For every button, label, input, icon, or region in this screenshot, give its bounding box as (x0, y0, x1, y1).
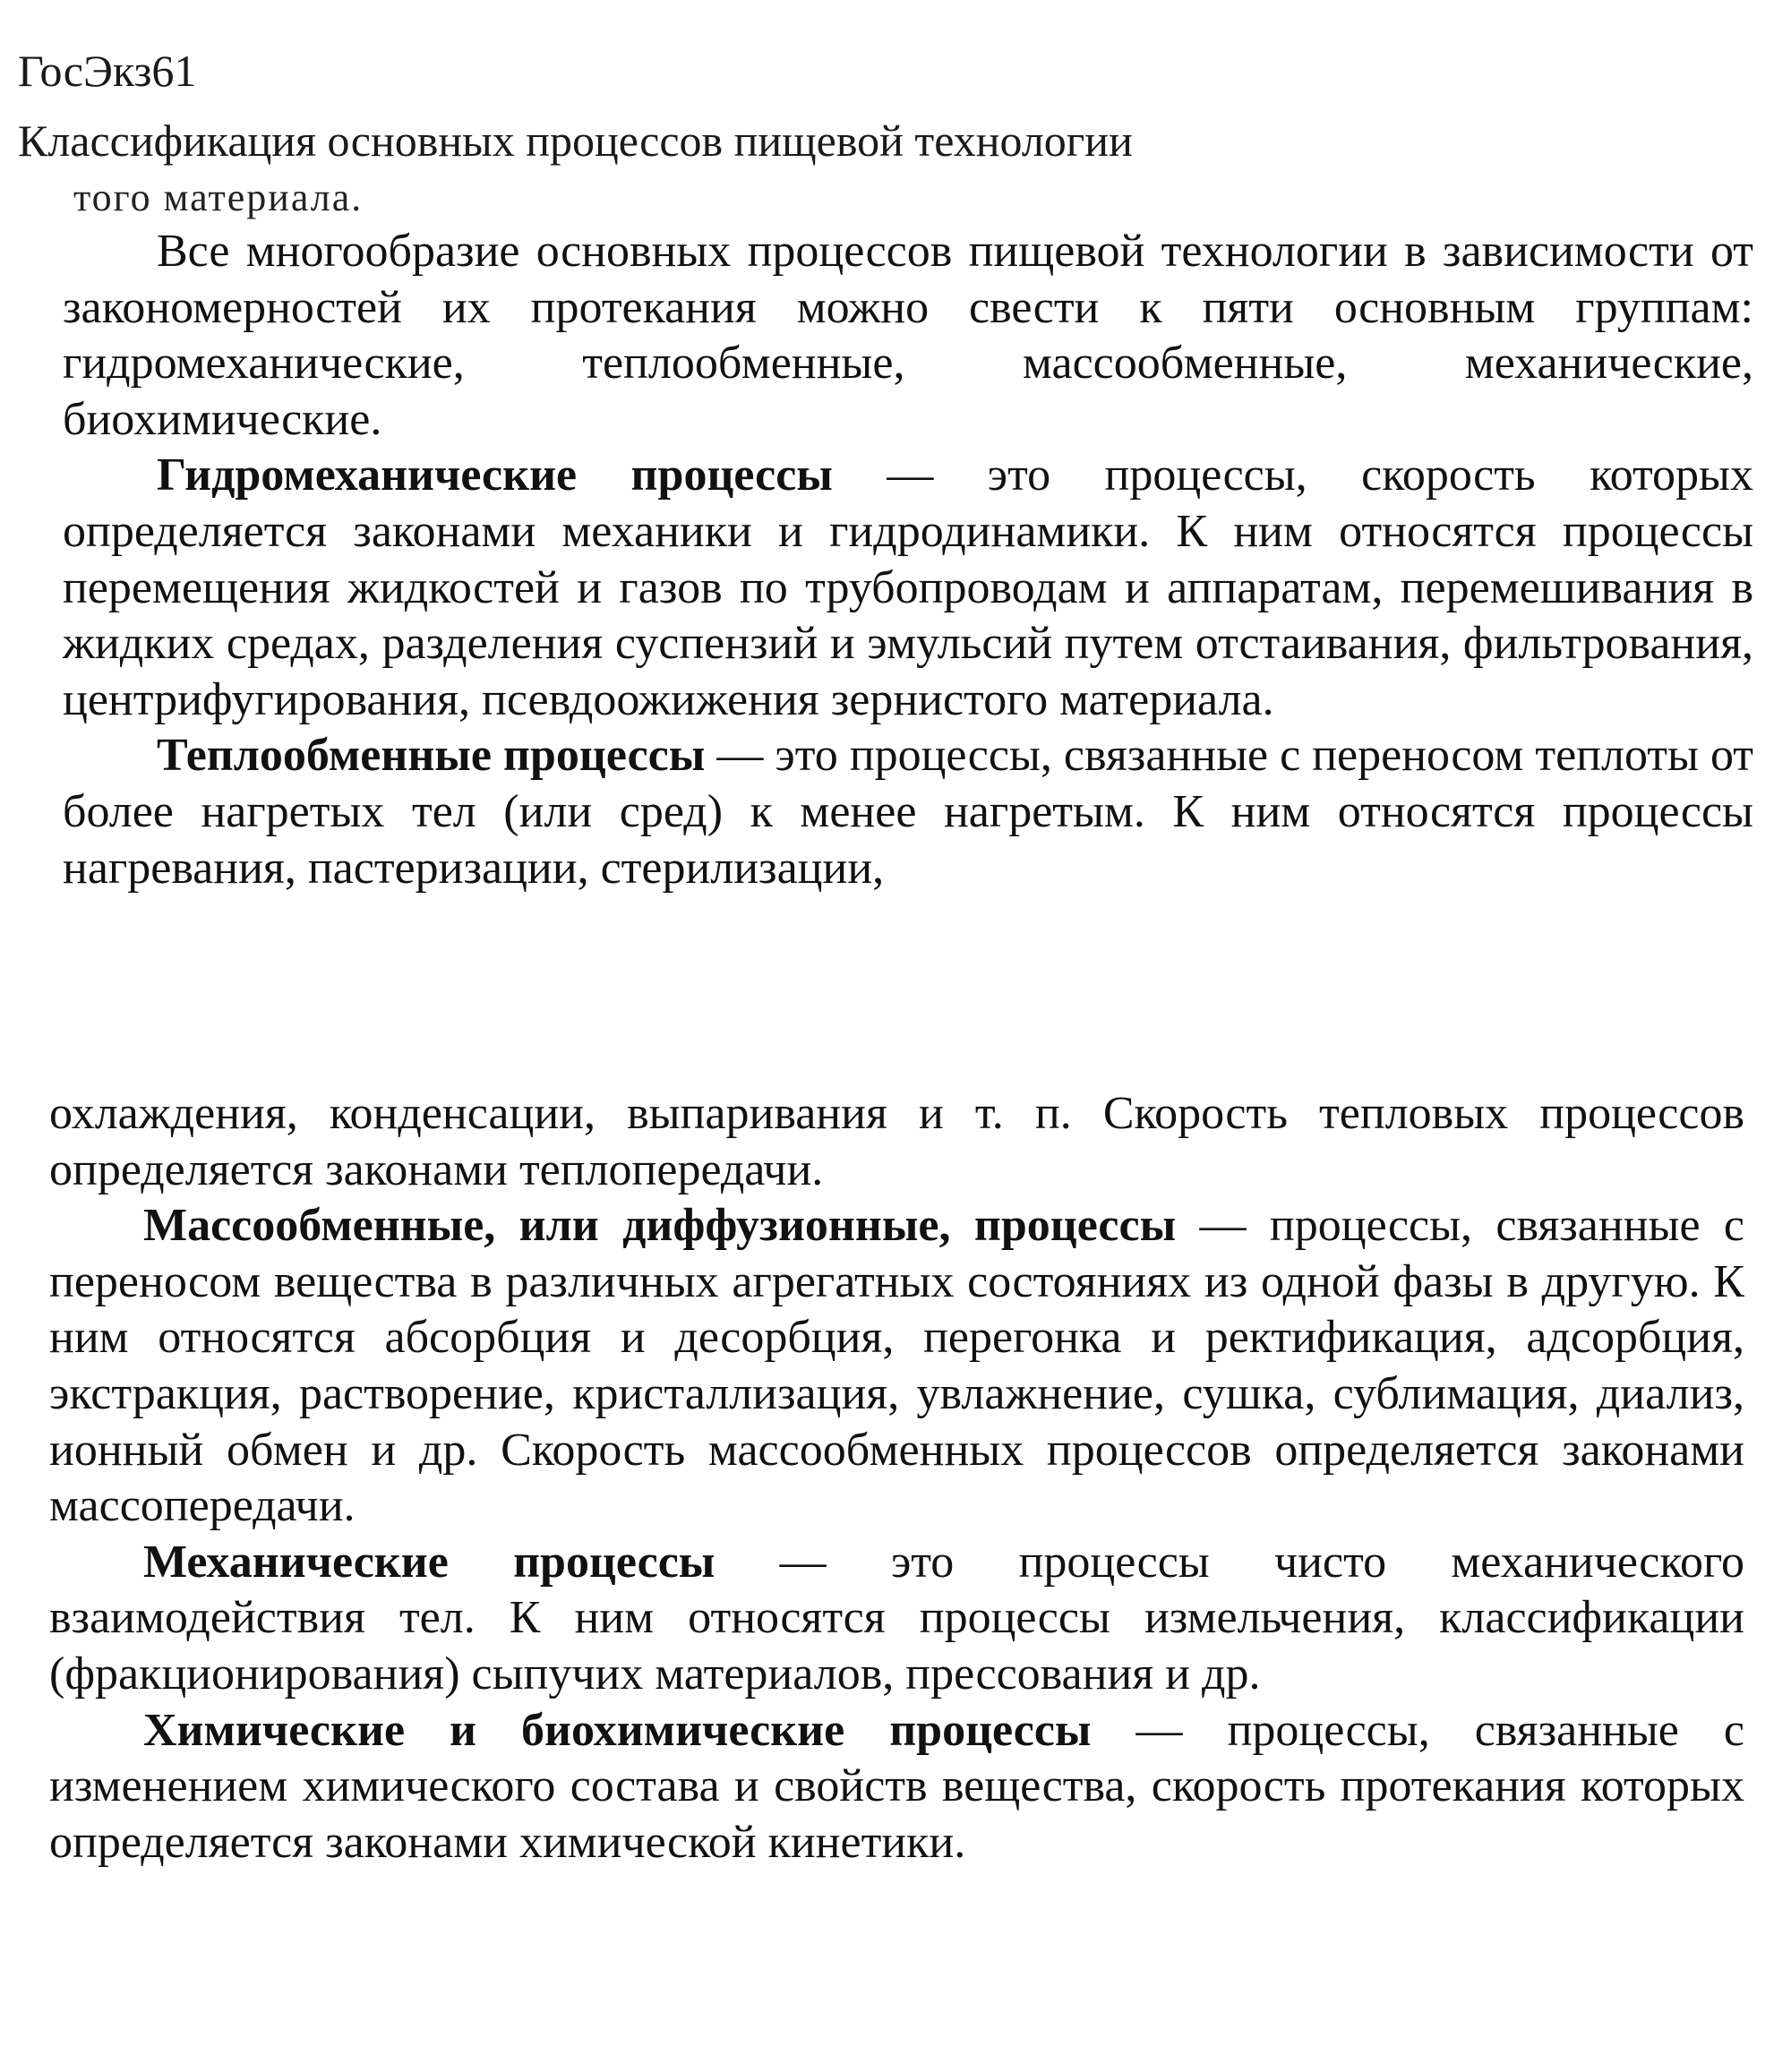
page-header (18, 36, 1719, 176)
cut-off-line (73, 176, 485, 224)
term-heat-exchange: Теплообменные процессы (157, 730, 706, 782)
text-block-upper (63, 224, 1753, 896)
paragraph-intro: Все многообразие основных процессов пищевой технологии в зависимости от закономерностей их протекания можно свести к пяти основным группам: гидромеханические, теплообменные, массообменные, механические, биохимические. (63, 226, 1753, 445)
paragraph-heat-exchange (63, 728, 1753, 896)
text-mechanical: — это процессы чисто механического взаимодействия тел. К ним относятся процессы измельчения, классификации (фракционирования) сыпучих материалов, прессования и др. (49, 1536, 1744, 1700)
term-mass-exchange: Массообменные, или диффузионные, процессы (143, 1200, 1177, 1252)
text-heat-exchange: — это процессы, связанные с переносом теплоты от более нагретых тел (или сред) к менее нагретым. К ним относятся процессы нагревания, пастеризации, стерилизации, (63, 730, 1753, 894)
document-code: ГосЭкз61 (18, 46, 197, 96)
term-chemical: Химические и биохимические процессы (143, 1704, 1092, 1756)
text-block-lower (49, 1086, 1744, 1871)
cut-off-text: того материала. (73, 176, 364, 219)
document-title: Классификация основных процессов пищевой технологии (18, 116, 1133, 166)
term-hydromechanical: Гидромеханические процессы (157, 450, 833, 501)
paragraph-heat-exchange-continued: охлаждения, конденсации, выпаривания и т. п. Скорость тепловых процессов определяется законами теплопередачи. (49, 1088, 1744, 1195)
text-mass-exchange: — процессы, связанные с переносом вещества в различных агрегатных состояниях из одной фазы в другую. К ним относятся абсорбция и десорбция, перегонка и ректификация, адсорбция, экстракция, растворение, кристаллизация, увлажнение, сушка, сублимация, диализ, ионный обмен и др. Скорость массообменных процессов определяется законами массопередачи. (49, 1200, 1744, 1532)
paragraph-hydromechanical (63, 448, 1753, 728)
term-mechanical: Механические процессы (143, 1536, 716, 1588)
text-hydromechanical: — это процессы, скорость которых определяется законами механики и гидродинамики. К ним относятся процессы перемещения жидкостей и газов по трубопроводам и аппаратам, перемешивания в жидких средах, разделения суспензий и эмульсий путем отстаивания, фильтрования, центрифугирования, псевдоожижения зернистого материала. (63, 450, 1753, 725)
paragraph-mechanical (49, 1535, 1744, 1703)
paragraph-chemical (49, 1703, 1744, 1871)
paragraph-mass-exchange (49, 1198, 1744, 1535)
text-chemical: — процессы, связанные с изменением химического состава и свойств вещества, скорость протекания которых определяется законами химической кинетики. (49, 1704, 1744, 1868)
